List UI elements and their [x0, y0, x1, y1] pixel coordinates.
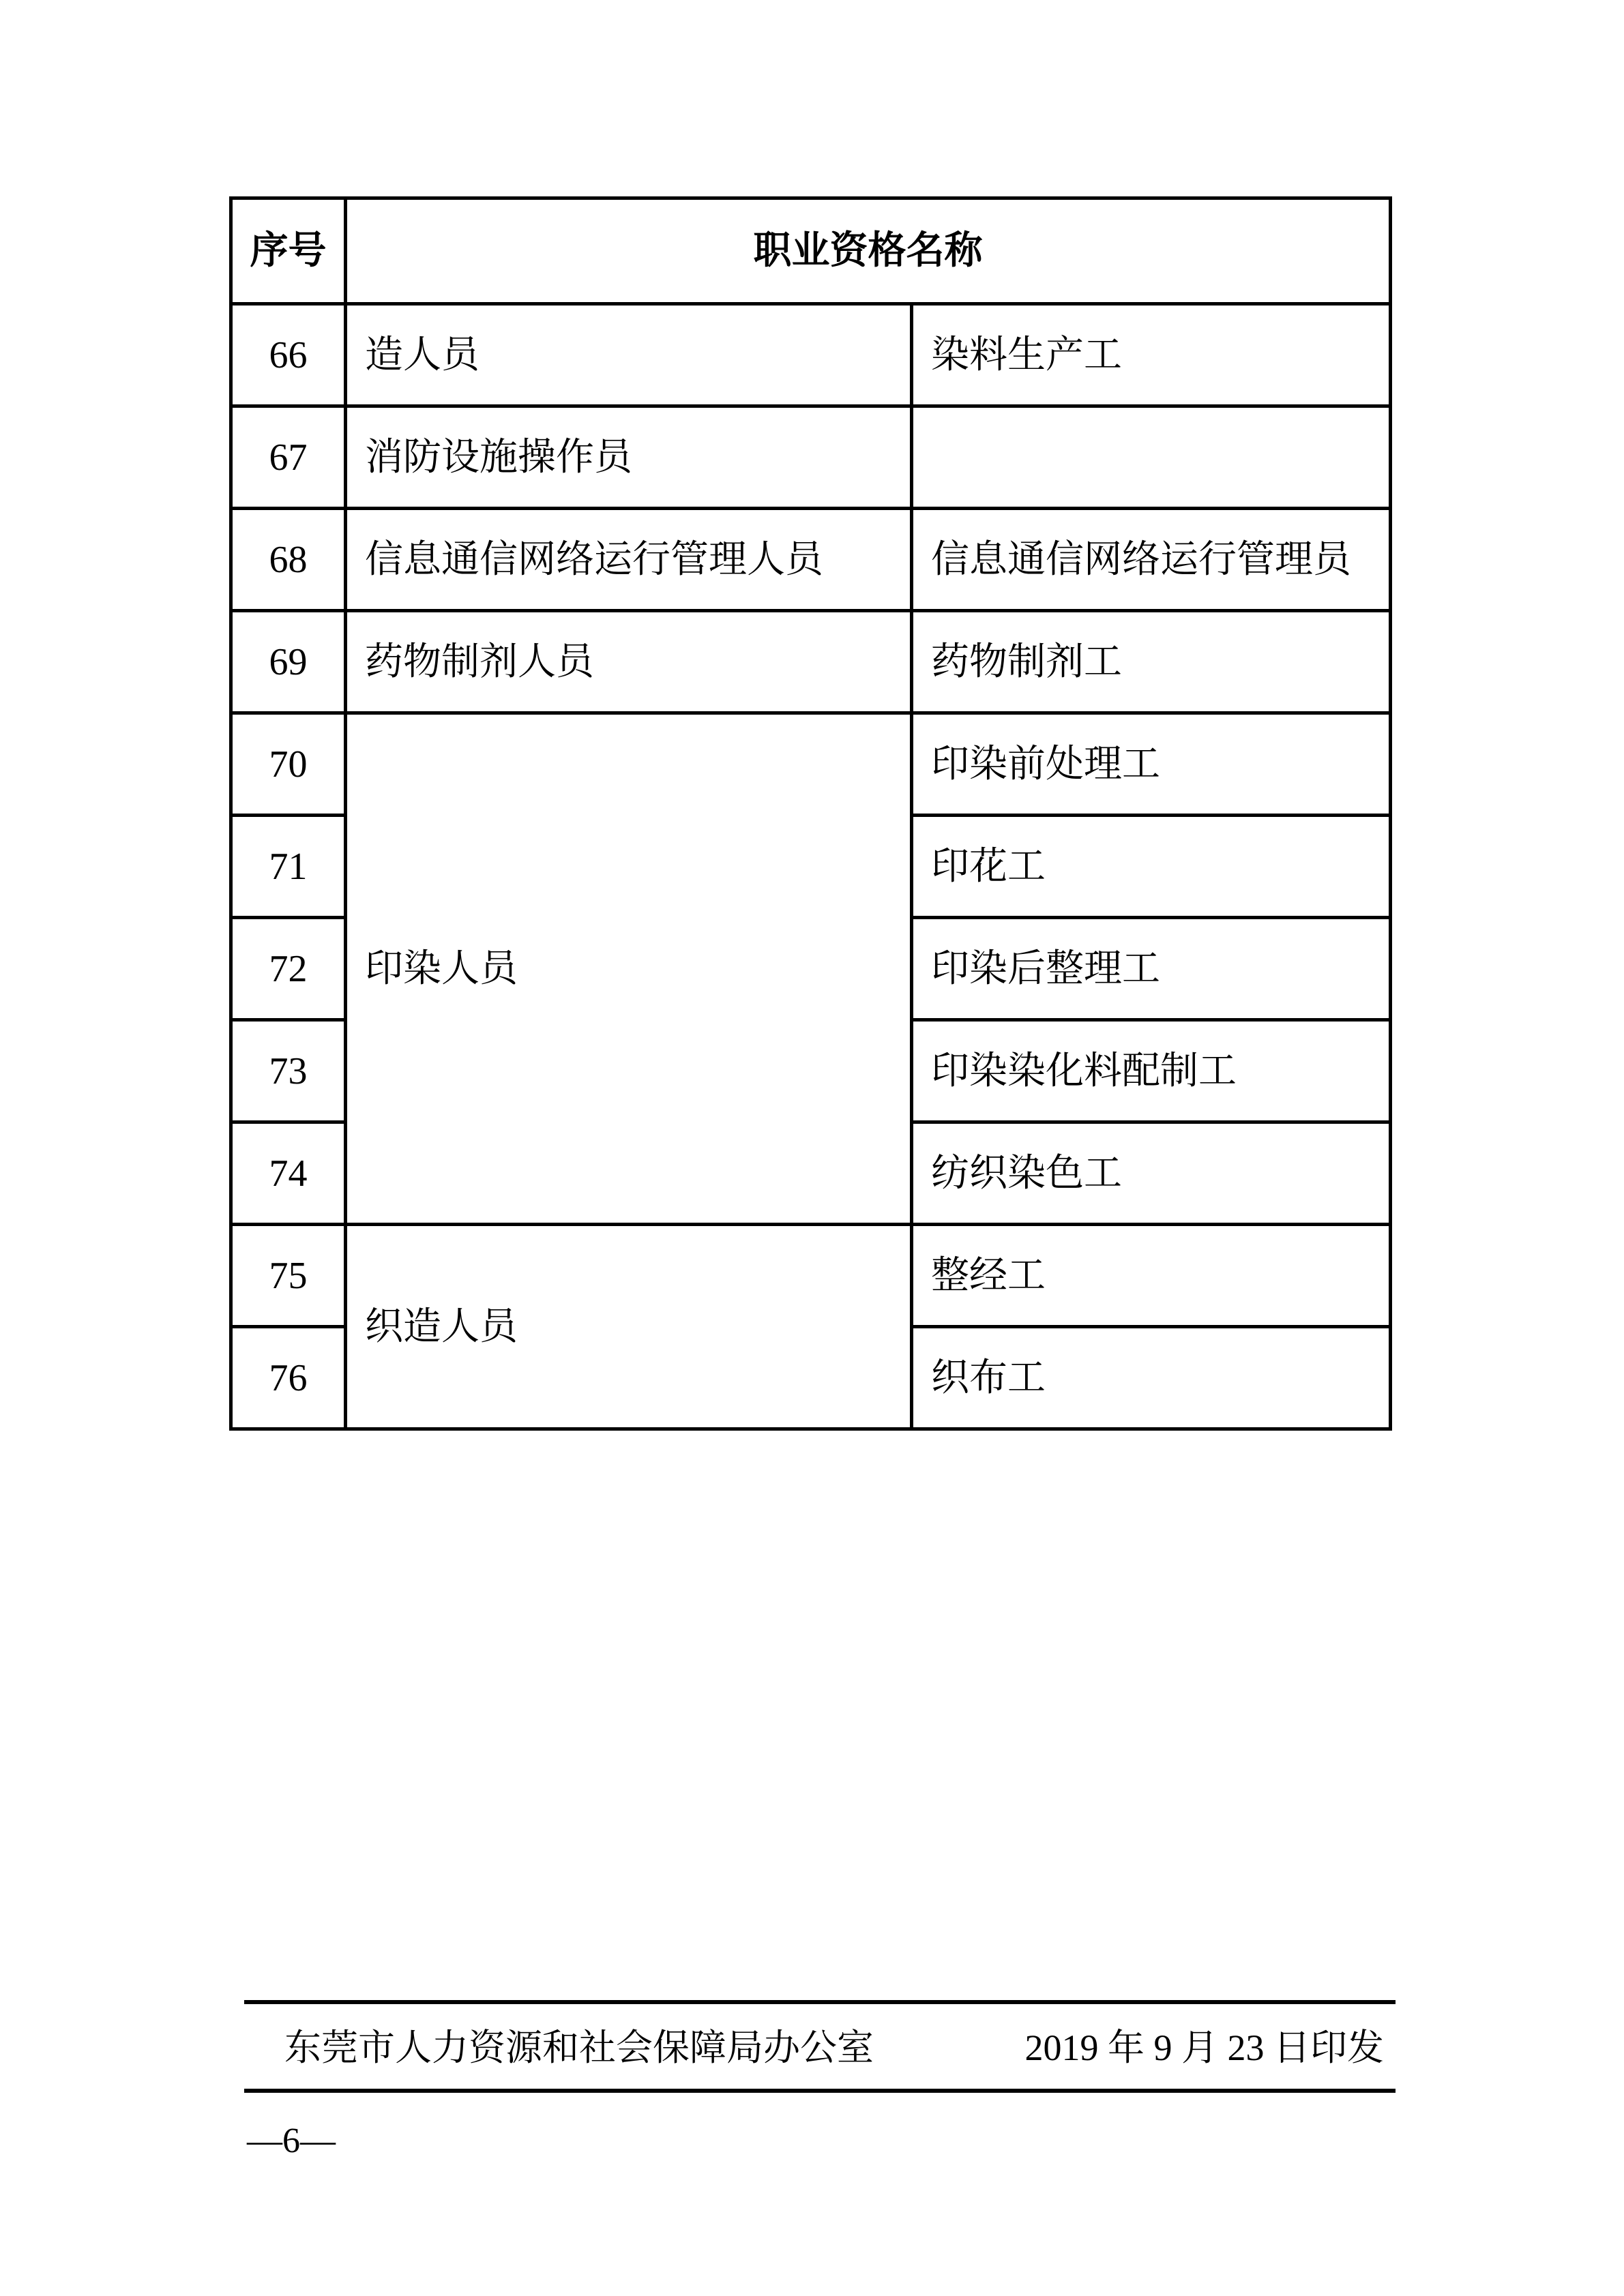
table-row	[231, 304, 1391, 406]
footer-date: 2019 年 9 月 23 日印发	[1024, 2027, 1384, 2068]
cell-serial: 75	[231, 1225, 346, 1327]
cell-qualification: 药物制剂工	[912, 611, 1391, 713]
cell-category: 药物制剂人员	[346, 611, 912, 713]
footer-issuer: 东莞市人力资源和社会保障局办公室	[284, 2027, 874, 2068]
table-row	[231, 406, 1391, 509]
table-row	[231, 713, 1391, 816]
cell-serial: 74	[231, 1122, 346, 1225]
cell-qualification: 印染染化料配制工	[912, 1020, 1391, 1122]
page-number: —6—	[247, 2121, 336, 2160]
table-row	[231, 611, 1391, 713]
cell-serial: 71	[231, 816, 346, 918]
cell-category: 消防设施操作员	[346, 406, 912, 509]
cell-serial: 67	[231, 406, 346, 509]
cell-qualification: 纺织染色工	[912, 1122, 1391, 1225]
header-qualification-name: 职业资格名称	[346, 198, 1391, 304]
table-row	[231, 509, 1391, 611]
cell-qualification	[912, 406, 1391, 509]
table-header-row	[231, 198, 1391, 304]
cell-qualification: 印染前处理工	[912, 713, 1391, 816]
cell-serial: 69	[231, 611, 346, 713]
cell-qualification: 信息通信网络运行管理员	[912, 509, 1391, 611]
cell-serial: 70	[231, 713, 346, 816]
cell-qualification: 印染后整理工	[912, 918, 1391, 1020]
cell-serial: 72	[231, 918, 346, 1020]
footer-rule-top	[244, 2000, 1396, 2004]
cell-category-merged: 织造人员	[346, 1225, 912, 1429]
footer-rule-bottom	[244, 2089, 1396, 2093]
cell-qualification: 印花工	[912, 816, 1391, 918]
cell-category: 造人员	[346, 304, 912, 406]
footer-line	[284, 2028, 1384, 2068]
qualification-table	[229, 196, 1392, 1431]
cell-serial: 66	[231, 304, 346, 406]
cell-qualification: 整经工	[912, 1225, 1391, 1327]
cell-serial: 76	[231, 1327, 346, 1429]
cell-qualification: 染料生产工	[912, 304, 1391, 406]
header-serial: 序号	[231, 198, 346, 304]
cell-category-merged: 印染人员	[346, 713, 912, 1225]
cell-qualification: 织布工	[912, 1327, 1391, 1429]
cell-serial: 73	[231, 1020, 346, 1122]
cell-serial: 68	[231, 509, 346, 611]
table-row	[231, 1225, 1391, 1327]
cell-category: 信息通信网络运行管理人员	[346, 509, 912, 611]
